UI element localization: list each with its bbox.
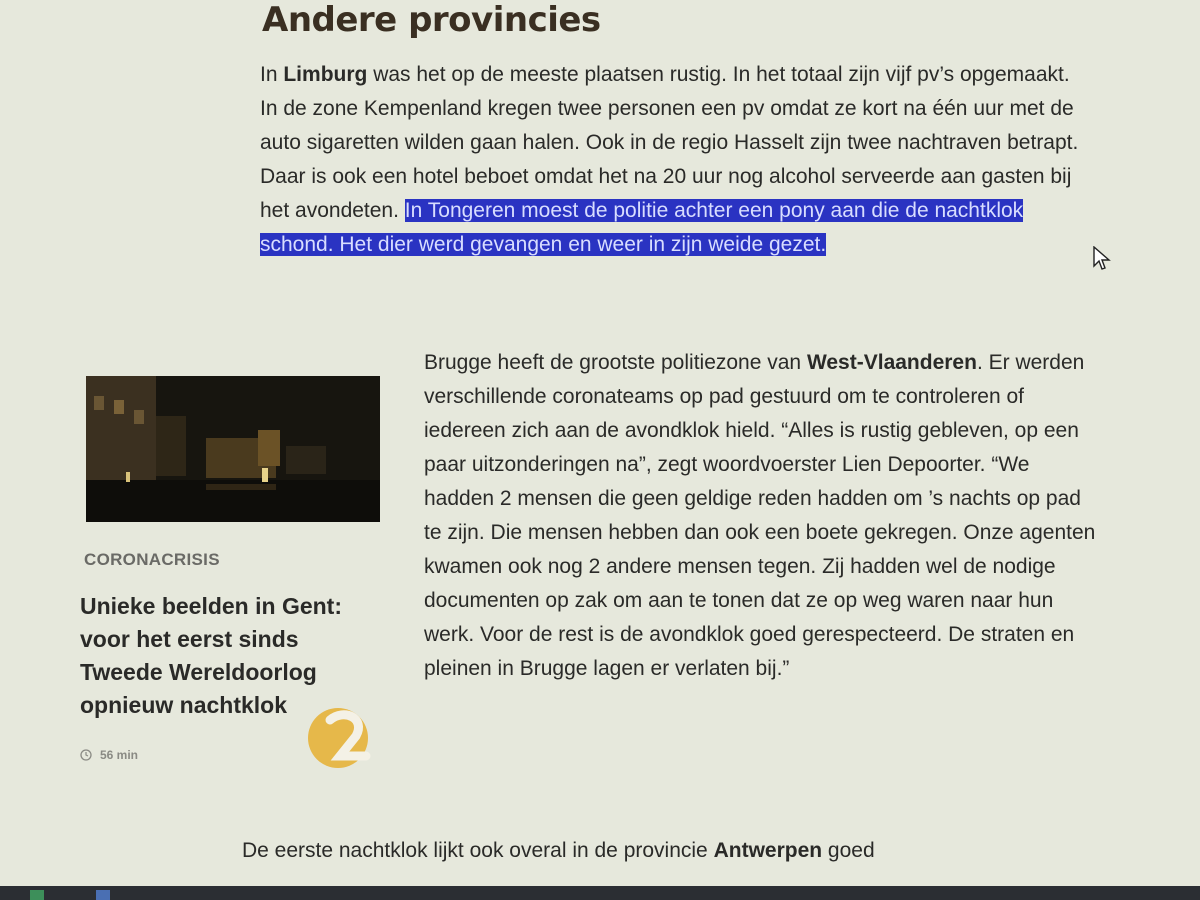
- selected-text[interactable]: In Tongeren moest de politie achter een pony aan die de nachtklok schond. Het dier werd gevangen en weer in zijn weide gezet.: [260, 199, 1024, 256]
- taskbar: [0, 886, 1200, 900]
- taskbar-app-icon[interactable]: [96, 890, 110, 900]
- paragraph-text: . Er werden verschillende coronateams op pad gestuurd om te controleren of iedereen zich aan de avondklok hield. “Alles is rustig gebleven, op een paar uitzonderingen na”, zegt woordvoerster Lien Depoorter. “We hadden 2 mensen die geen geldige reden hadden om ’s nachts op pad te zijn. Die mensen hebben dan ook een boete gekregen. Onze agenten kwamen ook nog 2 andere mensen tegen. Zij hadden wel de nodige documenten op zak om aan te tonen dat ze op weg waren naar hun werk. Voor de rest is de avondklok goed gerespecteerd. De straten en pleinen in Brugge lagen er verlaten bij.”: [424, 351, 1096, 680]
- clock-icon: [80, 749, 92, 761]
- article-thumbnail[interactable]: [86, 376, 380, 522]
- region-antwerpen: Antwerpen: [713, 839, 823, 862]
- taskbar-app-icon[interactable]: [30, 890, 44, 900]
- paragraph-antwerpen: [242, 834, 1082, 868]
- article-timestamp: [80, 748, 138, 762]
- paragraph-text: De eerste nachtklok lijkt ook overal in de provincie: [242, 839, 714, 862]
- section-heading: Andere provincies: [262, 0, 601, 40]
- timestamp-text: 56 min: [100, 748, 139, 762]
- region-limburg: Limburg: [283, 63, 368, 86]
- paragraph-limburg: [260, 58, 1090, 262]
- mouse-pointer-icon: [1092, 246, 1112, 272]
- paragraph-text: Brugge heeft de grootste politiezone van: [424, 351, 807, 374]
- paragraph-text: In: [260, 63, 284, 86]
- radio-2-logo-icon: [304, 698, 376, 770]
- article-title-link[interactable]: Unieke beelden in Gent: voor het eerst sinds Tweede Wereldoorlog opnieuw nachtklok: [80, 593, 342, 718]
- related-article-card[interactable]: [72, 352, 392, 792]
- region-west-vlaanderen: West-Vlaanderen: [806, 351, 977, 374]
- paragraph-brugge: [424, 346, 1096, 686]
- article-category: CORONACRISIS: [84, 550, 220, 569]
- paragraph-text: was het op de meeste plaatsen rustig. In het totaal zijn vijf pv’s opgemaakt. In de zone Kempenland kregen twee personen een pv omdat ze kort na één uur met de auto sigaretten wilden gaan halen. Ook in de regio Hasselt zijn twee nachtraven betrapt. Daar is ook een hotel beboet omdat het na 20 uur nog alcohol serveerde aan gasten bij het avondeten.: [260, 63, 1079, 222]
- paragraph-text: goed: [822, 839, 875, 862]
